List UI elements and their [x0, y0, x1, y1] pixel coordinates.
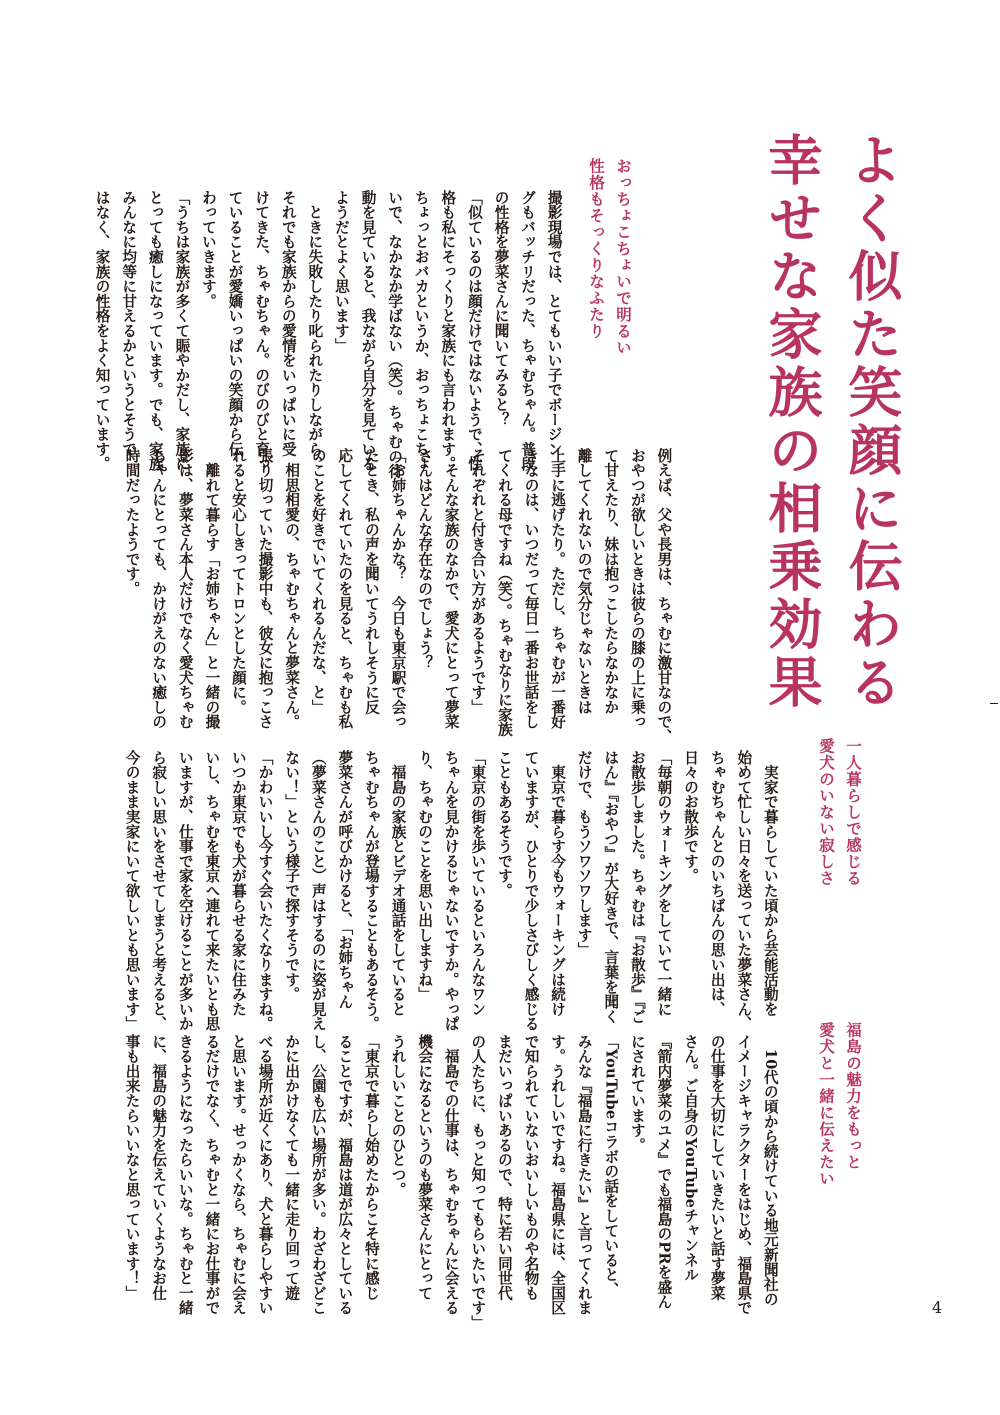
section-body-fukushima: 10代の頃から続けている地元新聞社の イメージキャラクターをはじめ、福島県で の仕事を大切にしていきたいと話す夢菜 さん。ご自身のYouTubeチャンネル 『箭内夢菜のユメ』でも福島のPRを盛ん にされています。 「YouTubeコラボの話をしていると、 みんな『福島に行きたい』と言ってくれま す。うれしいですね。福島県には、全国区 で知られていないおいしいものや名物も まだいっぱいあるので、特に若い同世代 の人たちに、もっと知ってもらいたいです」 福島での仕事は、ちゃむちゃんに会える 機会になるというのも夢菜さんにとって うれしいことのひとつ。 「東京で暮らし始めたからこそ特に感じ ることですが、福島は道が広々としている し、公園も広い場所が多い。わざわざどこ かに出かけなくても一緒に走り回って遊 べる場所が近くにあり、犬と暮らしやすい と思います。せっかくなら、ちゃむに会え るだけでなく、ちゃむと一緒にお仕事がで きるようになったらいいな。ちゃむと一緒 に、福島の魅力を伝えていくようなお仕 事も出来たらいいなと思っています！」 [123, 1034, 779, 1330]
section-body-living-alone: 実家で暮らしていた頃から芸能活動を 始めて忙しい日々を送っていた夢菜さん、 ちゃむちゃんとのいちばんの思い出は、 日々のお散歩です。 「毎朝のウォーキングをしていて一緒に お散歩しました。ちゃむは『お散歩』『ご はん』『おやつ』が大好きで、言葉を聞く だけで、もうソワソワします」 東京で暮らす今もウォーキングは続け ていますが、ひとりで少しさびしく感じる こともあるそうです。 「東京の街を歩いているといろんなワン ちゃんを見かけるじゃないですか。やっぱ り、ちゃむのことを思い出しますね」 福島の家族とビデオ通話をしていると ちゃむちゃんが登場することもあるそう。 夢菜さんが呼びかけると、「お姉ちゃん （夢菜さんのこと）声はするのに姿が見え ない！」という様子で探すそうです。 「かわいいし今すぐ会いたくなりますね。 いつか東京でも犬が暮らせる家に住みた いし、ちゃむを東京へ連れて来たいとも思 いますが、仕事で家を空けることが多いか ら寂しい思いをさせてしまうと考えると、 今のまま実家にいて欲しいとも思います」 [123, 750, 779, 1032]
section-heading-fukushima: 福島の魅力をもっと 愛犬と一緒に伝えたい [817, 1022, 862, 1187]
page-title: よく似た笑顔に伝わる 幸せな家族の相乗効果 [760, 132, 904, 712]
page-number: 4 [932, 1298, 943, 1317]
section-heading-family-personality: おっちょこちょいで明るい 性格もそっくりなふたり [587, 158, 632, 356]
section-body-family-personality-lower: 例えば、父や長男は、ちゃむに激甘なので、 おやつが欲しいときは彼らの膝の上に乗っ て甘えたり、妹は抱っこしたらなかなか 離してくれないので気分じゃないときは 上手に逃げたり。ただし、ちゃむが一番好 きなのは、いつだって毎日一番お世話をし てくれる母ですね（笑）。ちゃむなりに家族 それぞれと付き合い方があるようです」 そんな家族のなかで、愛犬にとって夢菜 さんはどんな存在なのでしょう？ 「お姉ちゃんかな？ 今日も東京駅で会っ たとき、私の声を聞いてうれしそうに反 応してくれていたのを見ると、ちゃむも私 のことを好きでいてくれるんだな、と」 相思相愛の、ちゃむちゃんと夢菜さん。 張り切っていた撮影中も、彼女に抱っこさ れると安心しきってトロンとした顔に。 離れて暮らす「お姉ちゃん」と一緒の撮 影は、夢菜さん本人だけでなく愛犬ちゃむ ちゃんにとっても、かけがえのない癒しの 時間だったようです。 [123, 448, 673, 744]
section-body-family-personality-upper: 撮影現場では、とてもいい子でボージン グもバッチリだった、ちゃむちゃん。普段 の性格を夢菜さんに聞いてみると？ 「似ているのは顔だけではないようで、性 格も私にそっくりと家族にも言われます。 ちょっとおバカというか、おっちょこちょ いで、なかなか学ばない（笑）。ちゃむの行 動を見ていると、我ながら自分を見ている ようだとよく思います」 ときに失敗したり叱られたりしながら、 それでも家族からの愛情をいっぱいに受 けてきた、ちゃむちゃん。のびのびと育っ ていることが愛嬌いっぱいの笑顔から伝 わっていきます。 「うちは家族が多くて賑やかだし、家族に とっても癒しになっています。でも、家族 みんなに均等に甘えるかというとそうで はなく、家族の性格をよく知っています。 [93, 190, 563, 479]
section-heading-living-alone: 一人暮らしで感じる 愛犬のいない寂しさ [817, 738, 862, 887]
trim-mark [990, 703, 998, 704]
